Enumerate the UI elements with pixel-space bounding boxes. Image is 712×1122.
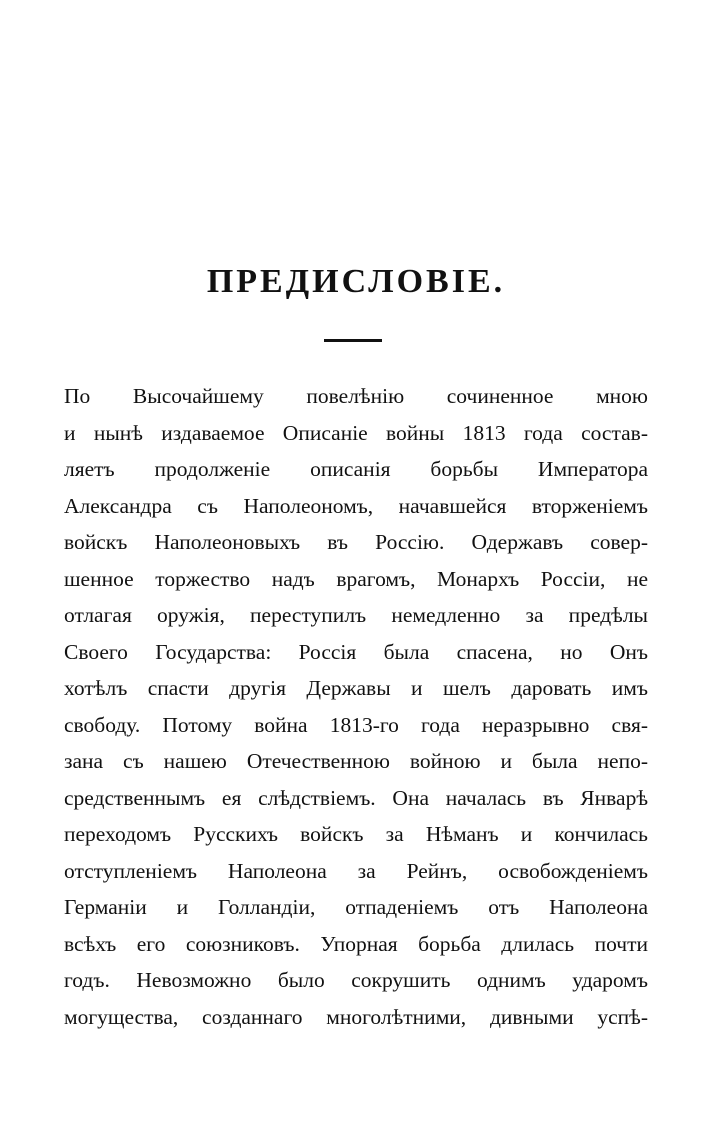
text-line: годъ. Невозможно было сокрушить однимъ ударомъ <box>64 968 648 992</box>
text-line: свободу. Потому война 1813-го года неразрывно свя- <box>64 712 648 737</box>
preface-body <box>64 378 648 1035</box>
text-line: Александра съ Наполеономъ, начавшейся вторженіемъ <box>64 493 648 518</box>
text-line: средственнымъ ея слѣдствіемъ. Она началась въ Январѣ <box>64 785 648 810</box>
text-line: и нынѣ издаваемое Описаніе войны 1813 года состав- <box>64 420 648 445</box>
text-line: войскъ Наполеоновыхъ въ Россію. Одержавъ совер- <box>64 530 648 554</box>
text-line: зана съ нашею Отечественною войною и была непо- <box>64 749 648 773</box>
text-line: всѣхъ его союзниковъ. Упорная борьба длилась почти <box>64 931 648 956</box>
title-divider <box>324 339 382 342</box>
text-line: По Высочайшему повелѣнію сочиненное мною <box>64 384 648 408</box>
text-line: отступленіемъ Наполеона за Рейнъ, освобожденіемъ <box>64 858 648 883</box>
text-line: переходомъ Русскихъ войскъ за Нѣманъ и кончилась <box>64 822 648 846</box>
text-line: могущества, созданнаго многолѣтними, дивными успѣ- <box>64 1004 648 1029</box>
text-line: Германіи и Голландіи, отпаденіемъ отъ Наполеона <box>64 895 648 919</box>
page-title: ПРЕДИСЛОВІЕ. <box>206 263 506 300</box>
text-line: отлагая оружія, переступилъ немедленно за предѣлы <box>64 603 648 627</box>
text-line: хотѣлъ спасти другія Державы и шелъ даровать имъ <box>64 676 648 700</box>
text-line: Своего Государства: Россія была спасена, но Онъ <box>64 639 648 664</box>
text-line: ляетъ продолженіе описанія борьбы Императора <box>64 457 648 481</box>
text-line: шенное торжество надъ врагомъ, Монархъ Россіи, не <box>64 566 648 591</box>
